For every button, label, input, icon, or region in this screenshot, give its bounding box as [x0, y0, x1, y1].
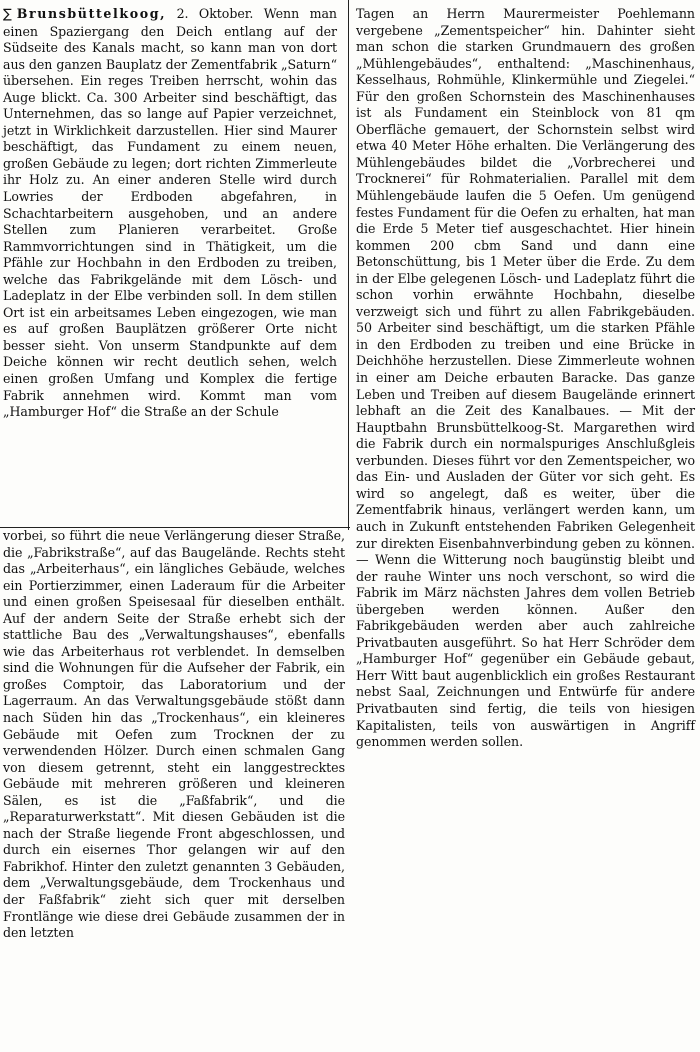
article-text-left-top: Wenn man einen Spaziergang den Deich entlang auf der Südseite des Kanals macht, so kann man von dort aus den ganzen Bauplatz der Zementfabrik „Saturn“ übersehen. Ein reges Treiben herrscht, wohin das Auge blickt. Ca. 300 Arbeiter sind beschäftigt, das Unternehmen, das so lange auf Papier verzeichnet, jetzt in Wirklichkeit darzustellen. Hier sind Maurer beschäftigt, das Fundament zu einem neuen, großen Gebäude zu legen; dort richten Zimmerleute ihr Holz zu. An einer anderen Stelle wird durch Lowries der Erdboden abgefahren, in Schachtarbeitern ausgehoben, und an andere Stellen zum Planieren verarbeitet. Große Rammvorrichtungen sind in Thätigkeit, um die Pfähle zur Hochbahn in den Erdboden zu treiben, welche das Fabrikgelände mit dem Lösch- und Ladeplatz in der Elbe verbinden soll. In dem stillen Ort ist ein arbeitsames Leben eingezogen, wie man es auf großen Bauplätzen größerer Orte nicht besser sieht. Von unserm Standpunkte auf dem Deiche können wir recht deutlich sehen, welch einen großen Umfang und Komplex die fertige Fabrik annehmen wird. Kommt man vom „Hamburger Hof“ die Straße an der Schule — [3, 6, 337, 420]
column-left-bottom — [3, 528, 345, 1048]
article-opening-paragraph — [3, 6, 337, 421]
column-rule-vertical — [348, 0, 349, 530]
dateline-date: 2. Oktober. — [176, 6, 254, 21]
column-left-top — [3, 6, 337, 528]
article-text-left-bottom: vorbei, so führt die neue Verlängerung dieser Straße, die „Fabrikstraße“, auf das Baugelände. Rechts steht das „Arbeiterhaus“, ein längliches Gebäude, welches ein Portierzimmer, einen Laderaum für die Arbeiter und einen großen Speisesaal für dieselben enthält. Auf der andern Seite der Straße erhebt sich der stattliche Bau des „Verwaltungshauses“, ebenfalls wie das Arbeiterhaus rot verblendet. In demselben sind die Wohnungen für die Aufseher der Fabrik, ein großes Comptoir, das Laboratorium und der Lagerraum. An das Verwaltungsgebäude stößt dann nach Süden hin das „Trockenhaus“, ein kleineres Gebäude mit Oefen zum Trocknen der zu verwendenden Hölzer. Durch einen schmalen Gang von diesem getrennt, steht ein langgestrecktes Gebäude mit mehreren größeren und kleineren Sälen, es ist die „Faßfabrik“, und die „Reparaturwerkstatt“. Mit diesen Gebäuden ist die nach der Straße liegende Front abgeschlossen, und durch ein eisernes Thor gelangen wir auf den Fabrikhof. Hinter den zuletzt genannten 3 Gebäuden, dem „Verwaltungsgebäude, dem Trockenhaus und der Faßfabrik“ zieht sich quer mit derselben Frontlänge wie diese drei Gebäude zusammen der in den letzten — [3, 528, 345, 941]
column-right — [356, 6, 695, 750]
article-text-right: Tagen an Herrn Maurermeister Poehlemann vergebene „Zementspeicher“ hin. Dahinter sieht man schon die starken Grundmauern des großen „Mühlengebäudes“, enthaltend: „Maschinenhaus, Kesselhaus, Rohmühle, Klinkermühle und Ziegelei.“ Für den großen Schornstein des Maschinenhauses ist als Fundament ein Steinblock von 81 qm Oberfläche gemauert, der Schornstein selbst wird etwa 40 Meter Höhe erhalten. Die Verlängerung des Mühlengebäudes bildet die „Vorbrecherei und Trocknerei“ für Rohmaterialien. Parallel mit dem Mühlengebäude laufen die 5 Oefen. Um genügend festes Fundament für die Oefen zu erhalten, hat man die Erde 5 Meter tief ausgeschachtet. Hier hinein kommen 200 cbm Sand und dann eine Betonschüttung, bis 1 Meter über die Erde. Zu dem in der Elbe gelegenen Lösch- und Ladeplatz führt die schon vorhin erwähnte Hochbahn, dieselbe verzweigt sich und führt zu allen Fabrikgebäuden. 50 Arbeiter sind beschäftigt, um die starken Pfähle in den Erdboden zu treiben und eine Brücke in Deichhöhe herzustellen. Diese Zimmerleute wohnen in einer am Deiche erbauten Baracke. Das ganze Leben und Treiben auf diesem Baugelände erinnert lebhaft an die Zeit des Kanalbaues. — Mit der Hauptbahn Brunsbüttelkoog-St. Margarethen wird die Fabrik durch ein normalspuriges Anschlußgleis verbunden. Dieses führt vor den Zementspeicher, wo das Ein- und Ausladen der Güter vor sich geht. Es wird so angelegt, daß es weiter, über die Zementfabrik hinaus, verlängert werden kann, um auch in Zukunft entstehenden Fabriken Gelegenheit zur direkten Eisenbahnverbindung geben zu können. — Wenn die Witterung noch baugünstig bleibt und der rauhe Winter uns noch verschont, so wird die Fabrik im März nächsten Jahres dem vollen Betrieb übergeben werden können. Außer den Fabrikgebäuden werden aber auch zahlreiche Privatbauten ausgeführt. So hat Herr Schröder dem „Hamburger Hof“ gegenüber ein Gebäude gebaut, Herr Witt baut augenblicklich ein großes Restaurant nebst Saal, Zeichnungen und Entwürfe für andere Privatbauten sind fertig, die teils von hiesigen Kapitalisten, teils von auswärtigen in Angriff genommen werden sollen. — [356, 6, 695, 750]
dateline-place: Brunsbüttelkoog, — [16, 6, 167, 21]
section-mark: ∑ — [3, 7, 12, 22]
